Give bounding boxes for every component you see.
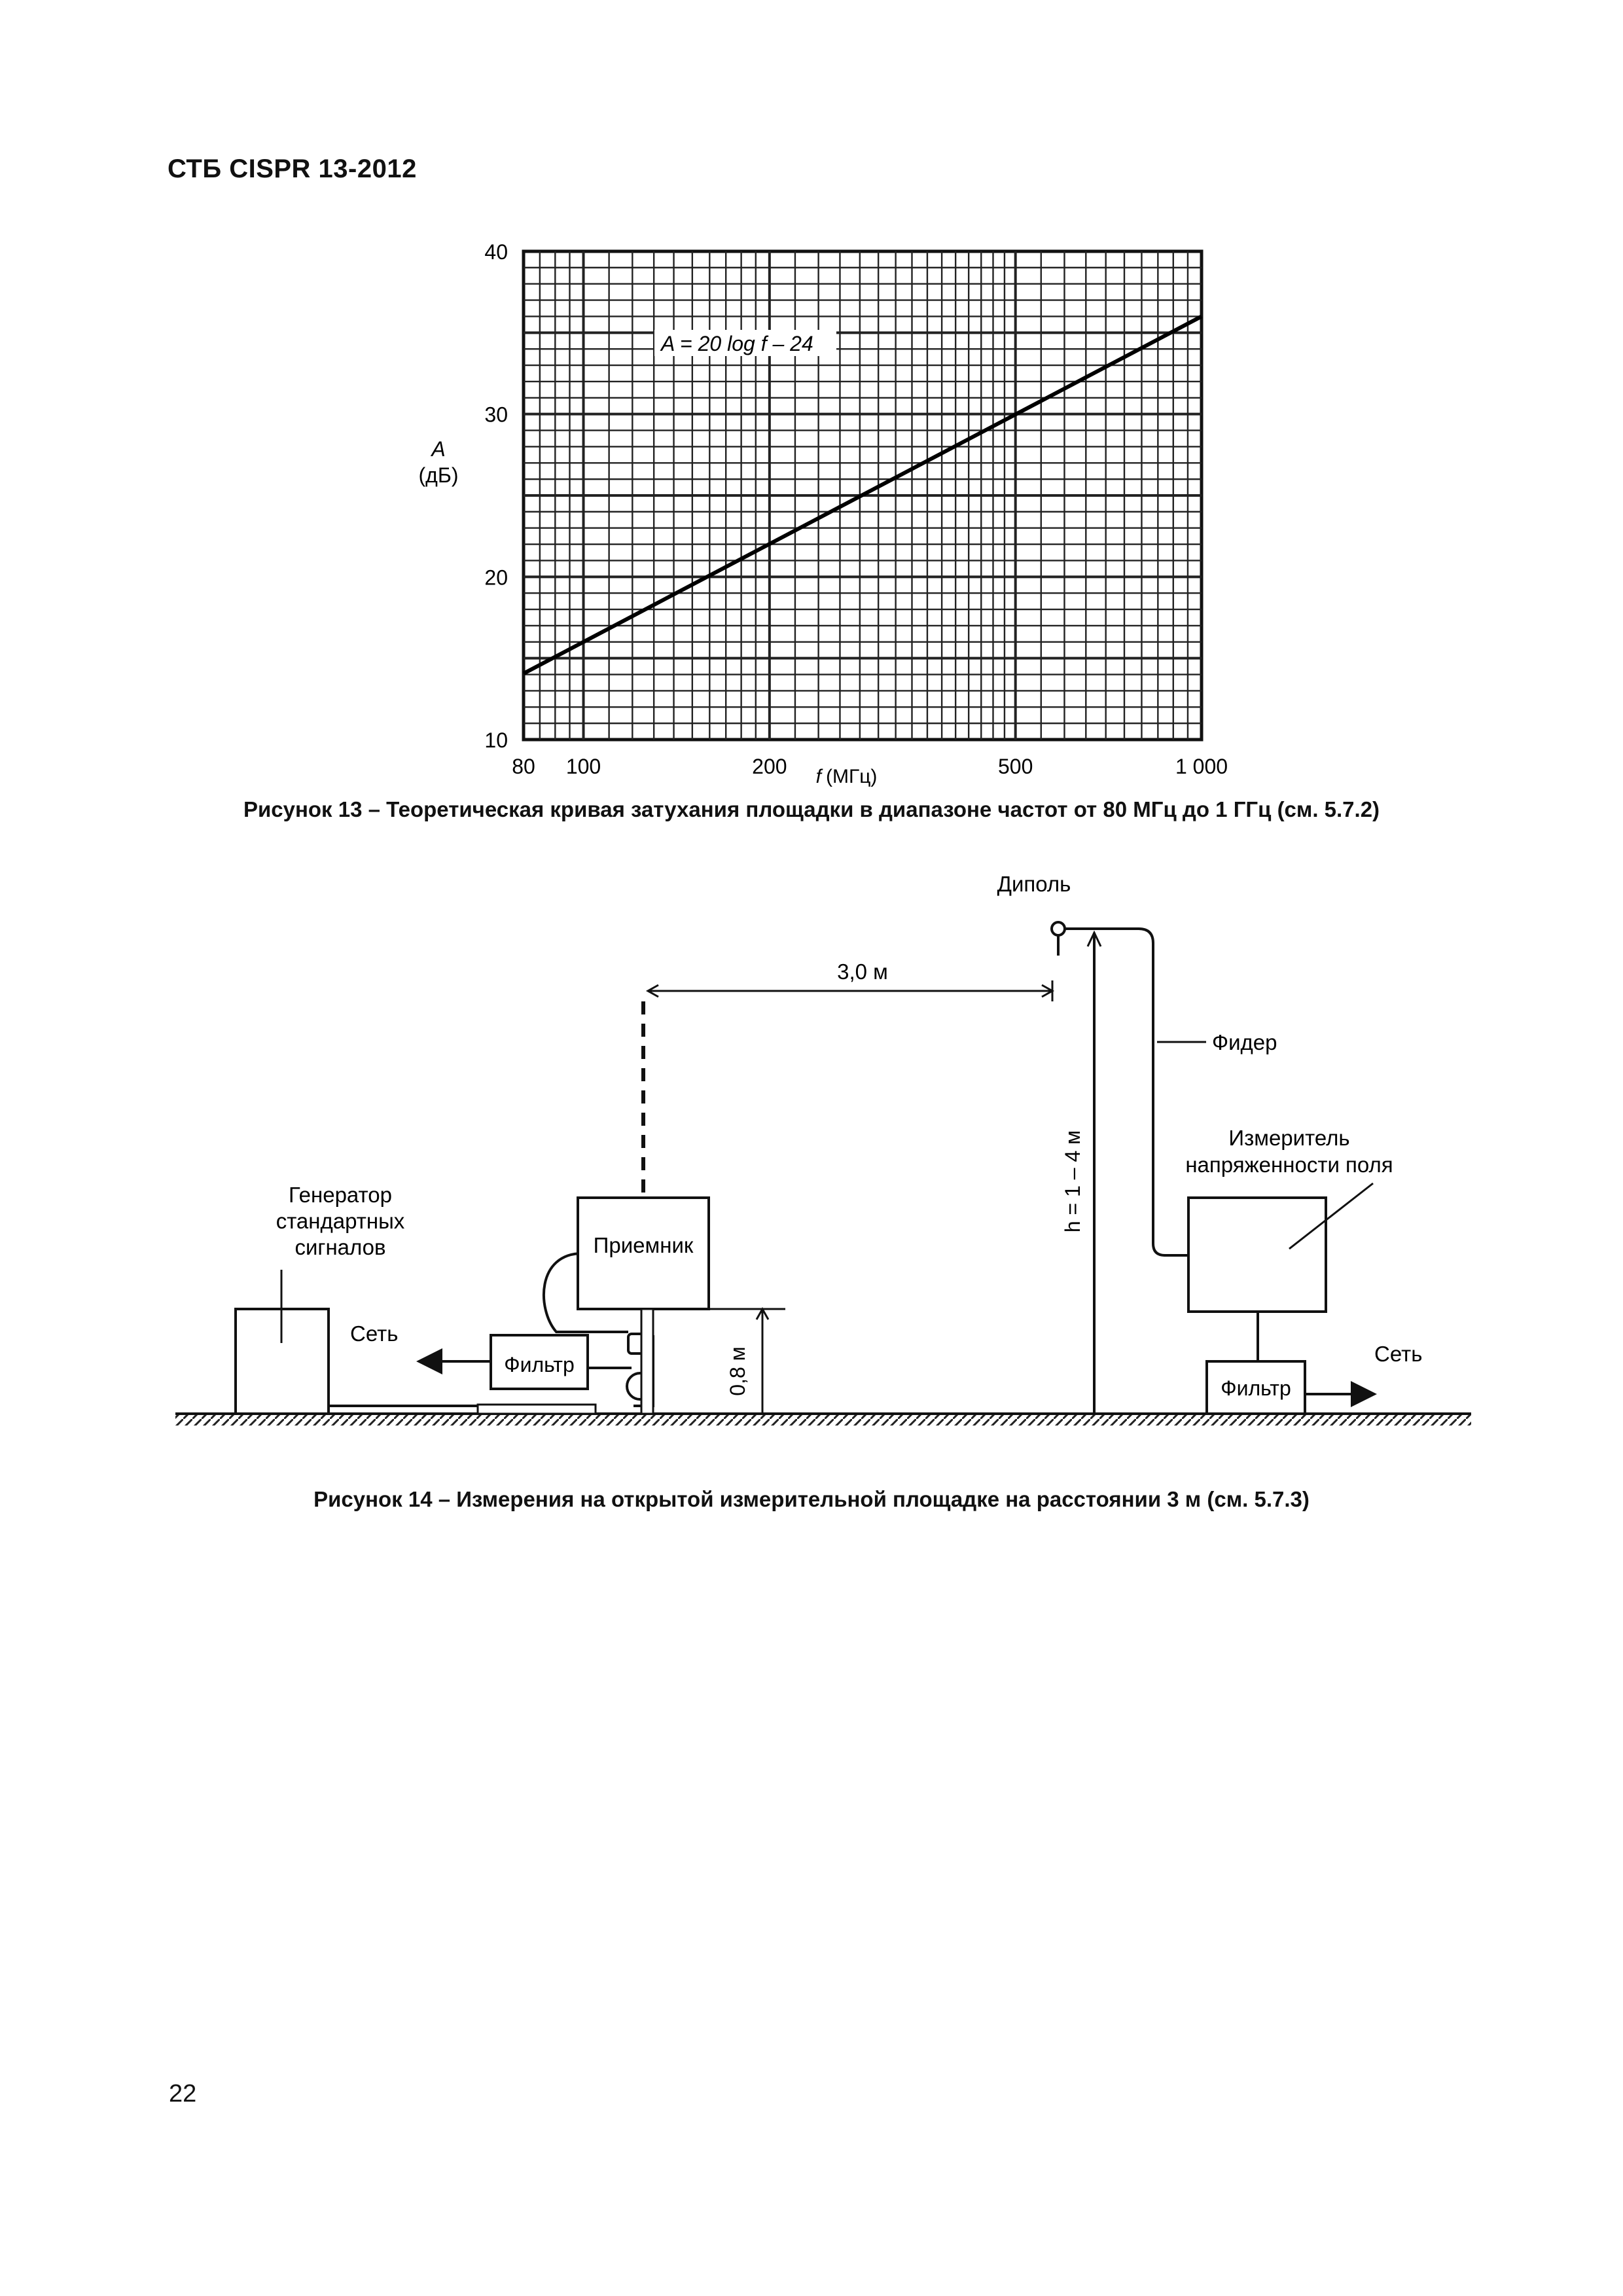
generator-label-line2: стандартных <box>276 1209 405 1233</box>
mast-height-dimension <box>1088 933 1101 1414</box>
attenuation-chart <box>0 0 1623 805</box>
dipole-label: Диполь <box>997 872 1071 896</box>
field-strength-meter <box>1188 1198 1326 1312</box>
figure13-caption: Рисунок 13 – Теоретическая кривая затухания площадки в диапазоне частот от 80 МГц до 1 ГГц (см. 5.7.2) <box>243 797 1380 821</box>
x-tick-label: 1 000 <box>1175 755 1228 778</box>
measurement-setup-diagram <box>0 851 1623 1466</box>
height-label-left: 0,8 м <box>726 1346 749 1396</box>
filter-left-label: Фильтр <box>504 1353 575 1376</box>
mains-label-left: Сеть <box>350 1321 399 1346</box>
dipole-antenna <box>1052 922 1065 935</box>
x-tick-label: 100 <box>565 755 601 778</box>
feeder-label: Фидер <box>1212 1030 1277 1054</box>
y-tick-label: 40 <box>484 240 508 264</box>
y-axis-unit: (дБ) <box>418 463 459 487</box>
generator-label-line1: Генератор <box>288 1183 393 1207</box>
x-axis-unit: (МГц) <box>826 766 878 787</box>
mains-label-right: Сеть <box>1374 1342 1423 1366</box>
figure14-caption: Рисунок 14 – Измерения на открытой измерительной площадке на расстоянии 3 м (см. 5.7.3) <box>313 1487 1310 1511</box>
y-tick-label: 20 <box>484 565 508 590</box>
filter-right-label: Фильтр <box>1221 1376 1291 1400</box>
meter-label-line1: Измеритель <box>1228 1126 1350 1150</box>
formula-label: A = 20 log f – 24 <box>661 332 813 355</box>
y-tick-label: 30 <box>484 403 508 427</box>
meter-label-line2: напряженности поля <box>1185 1153 1393 1177</box>
page-number: 22 <box>169 2080 197 2108</box>
y-axis-symbol: A <box>431 437 446 461</box>
receiver-label: Приемник <box>593 1233 694 1257</box>
document-header: СТБ CISPR 13-2012 <box>168 154 417 183</box>
x-axis-symbol: f <box>815 766 821 787</box>
x-tick-label: 500 <box>997 755 1033 778</box>
generator-label-line3: сигналов <box>294 1235 386 1259</box>
receiver-stand <box>641 1309 653 1414</box>
x-tick-label: 200 <box>752 755 787 778</box>
mast-height-label: h = 1 – 4 м <box>1061 1130 1084 1233</box>
y-tick-label: 10 <box>484 728 508 752</box>
ground <box>175 1414 1471 1426</box>
x-tick-label: 80 <box>512 755 535 778</box>
distance-label: 3,0 м <box>837 960 888 984</box>
